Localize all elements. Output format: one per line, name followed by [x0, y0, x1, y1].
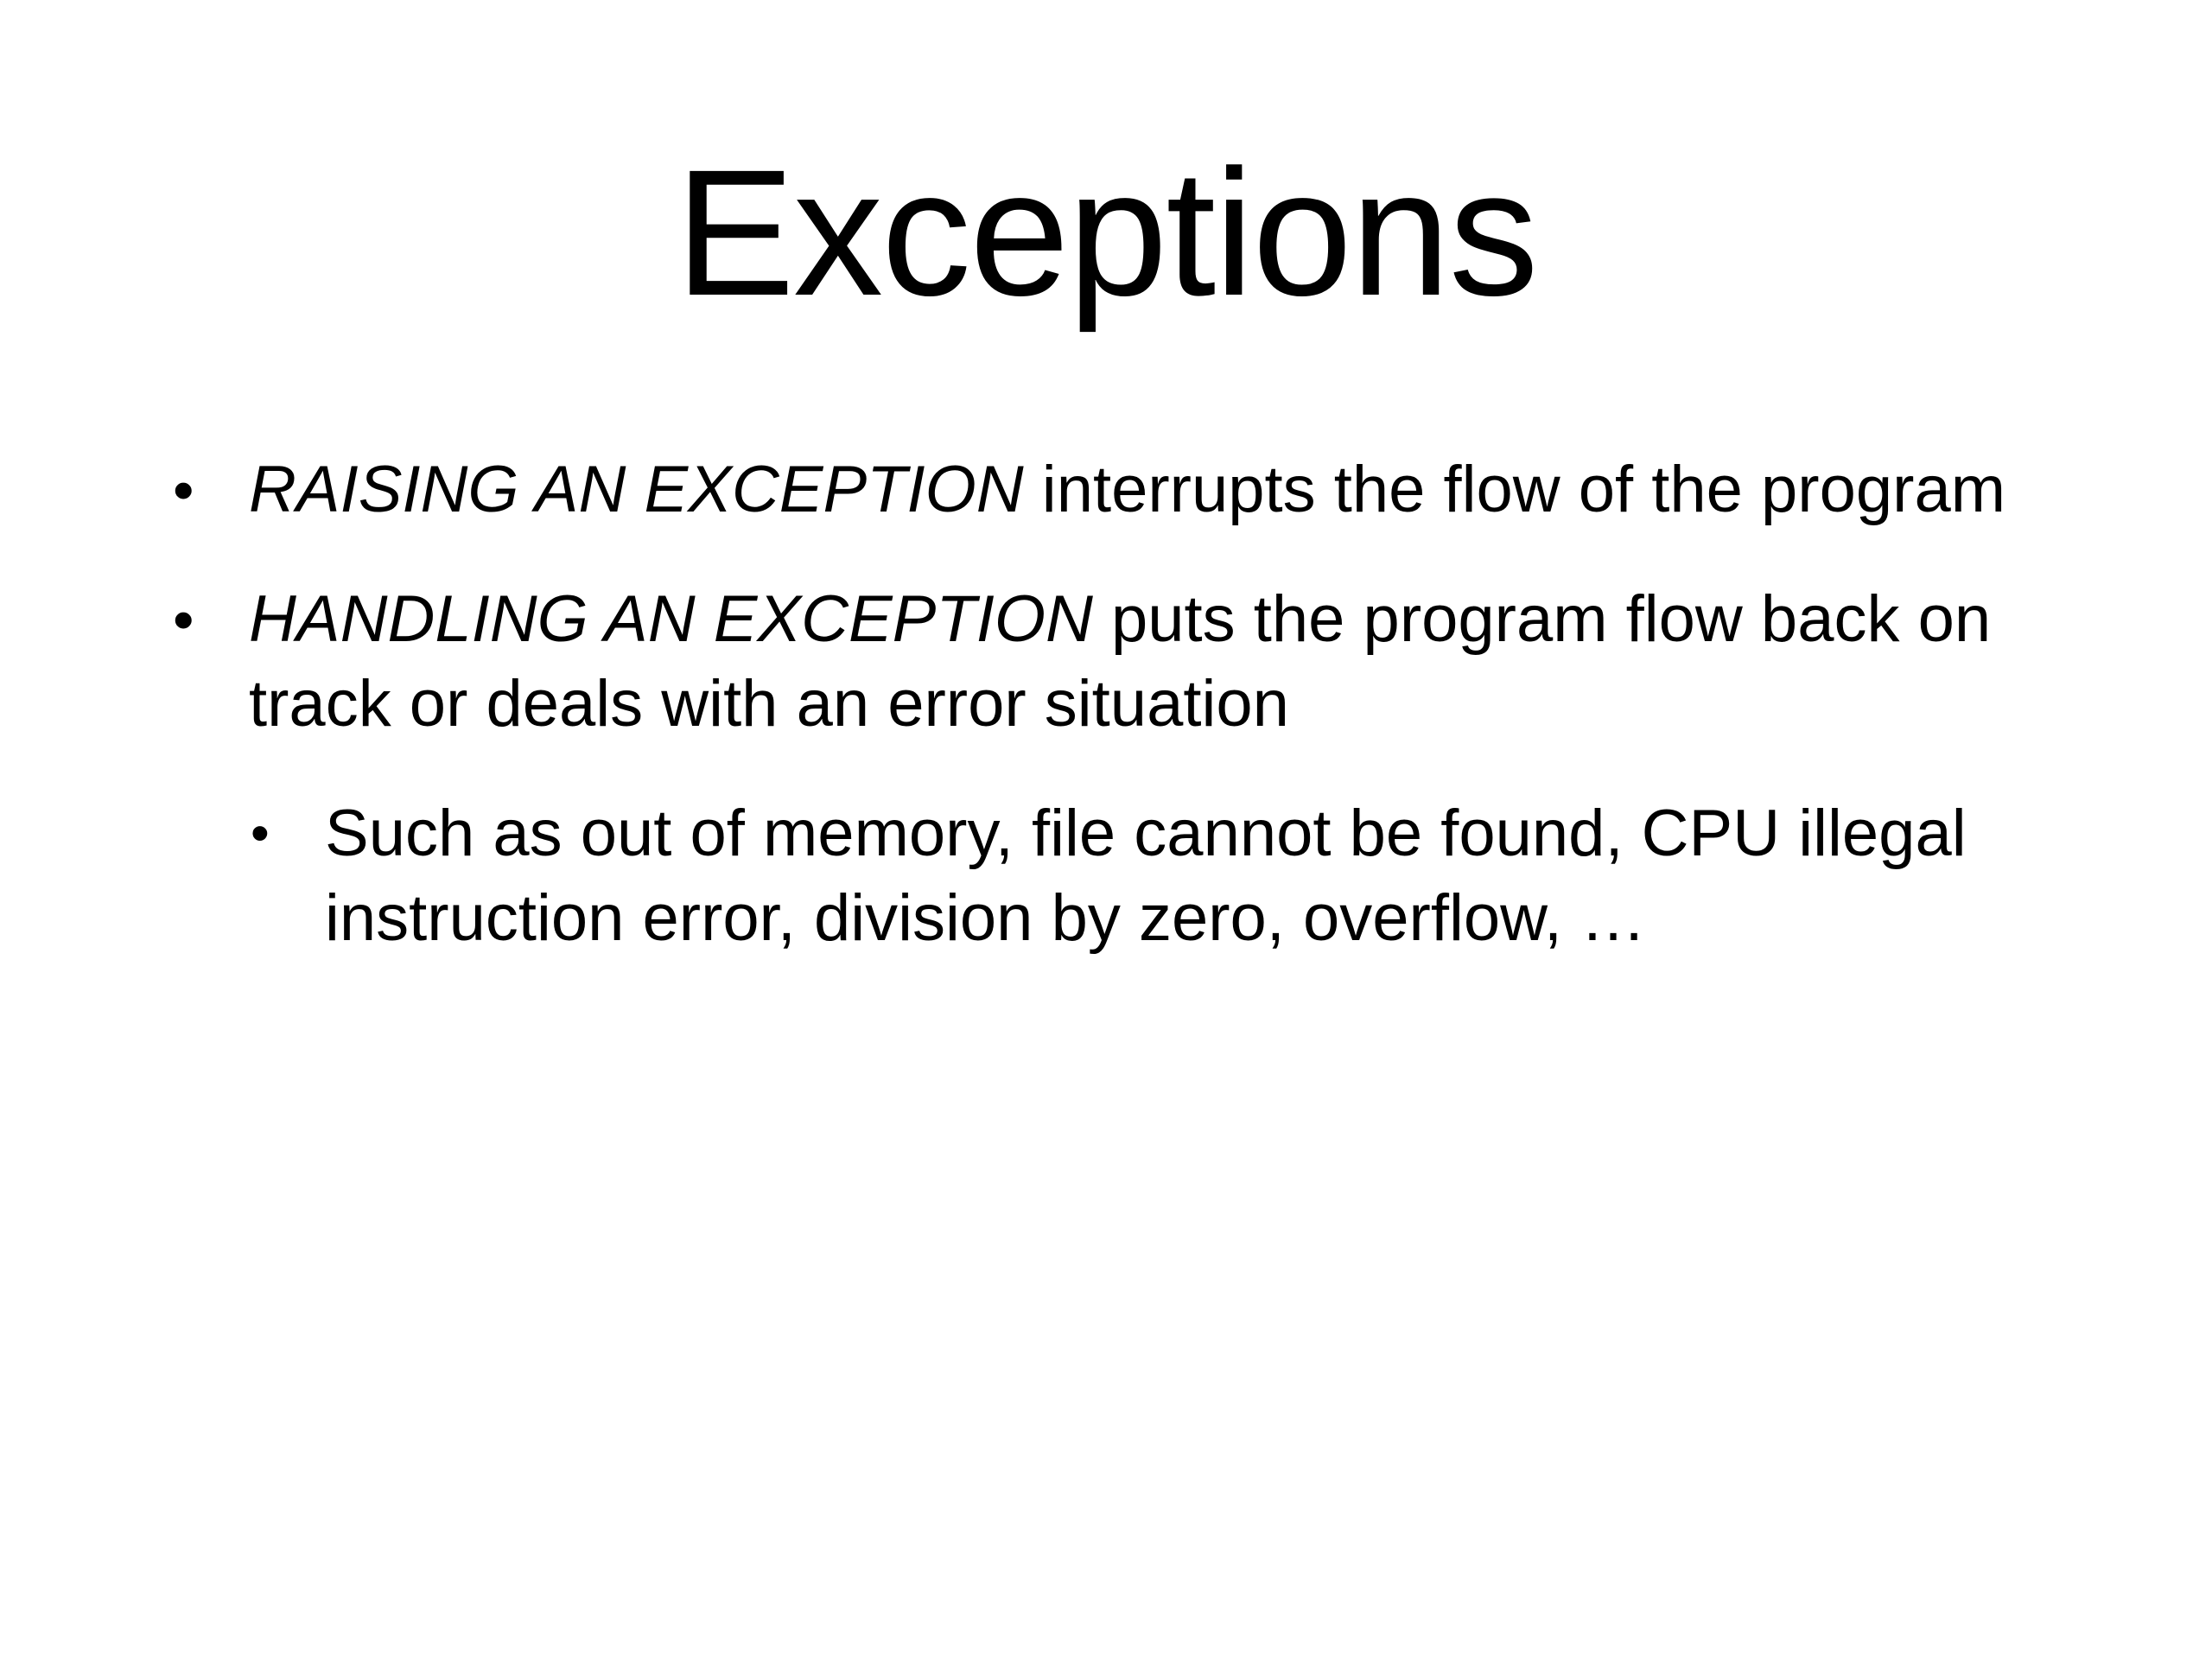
bullet-term: HANDLING AN EXCEPTION: [249, 582, 1093, 656]
slide-title: Exceptions: [675, 133, 1537, 334]
bullet-text: interrupts the flow of the program: [1023, 453, 2006, 526]
bullet-dot-icon: •: [173, 586, 194, 653]
bullet-handling-exception: [0, 577, 2046, 747]
bullet-term: RAISING AN EXCEPTION: [249, 453, 1024, 526]
bullet-raising-exception: [0, 448, 2046, 532]
bullet-text: puts the program flow back on track or deals with an error situation: [249, 582, 1992, 741]
sub-bullet-text: Such as out of memory, file cannot be found, CPU illegal instruction error, division by zero, overflow, …: [325, 797, 1967, 955]
sub-bullet-dot-icon: •: [251, 804, 270, 863]
sub-bullet-examples: [0, 791, 1967, 961]
bullet-list: [0, 448, 2212, 961]
bullet-dot-icon: •: [173, 456, 194, 524]
